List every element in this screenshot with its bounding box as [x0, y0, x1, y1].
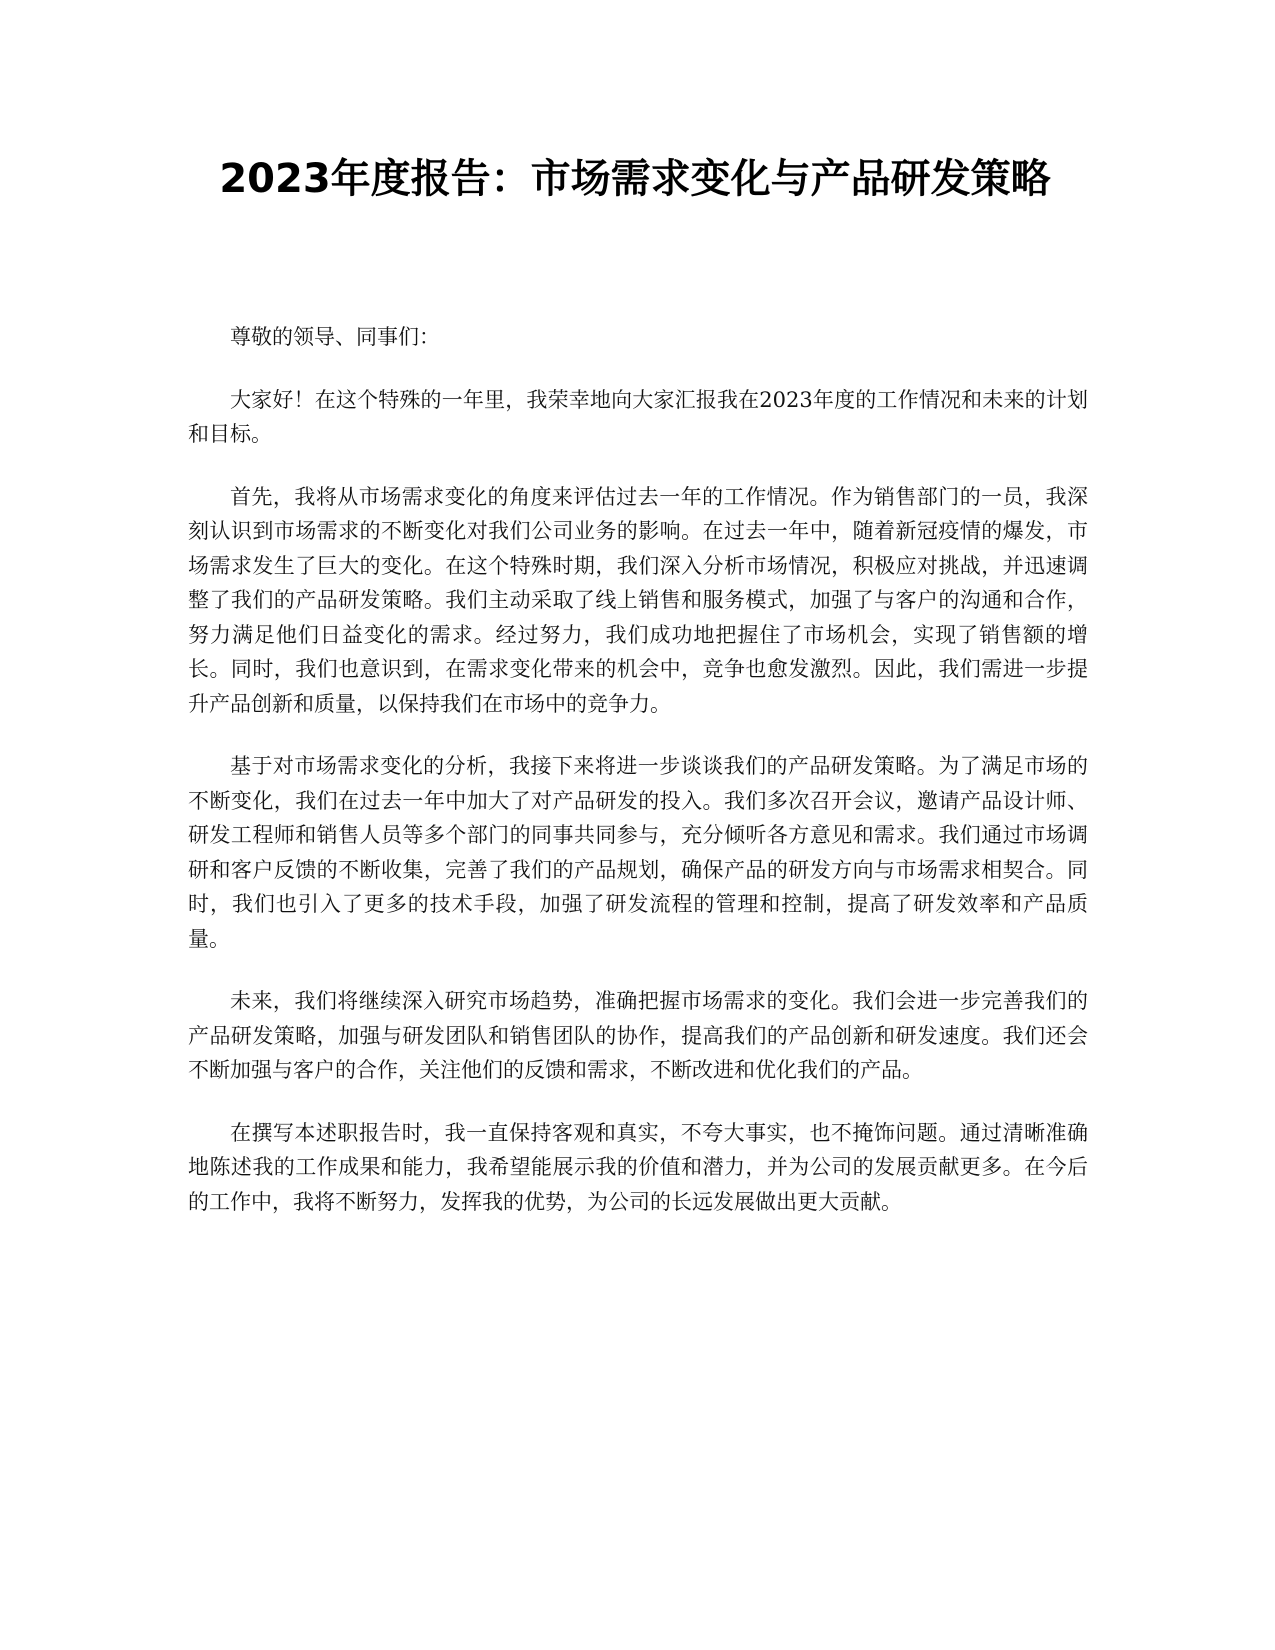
- document-body: [188, 320, 1088, 1247]
- paragraph-market-demand: 首先，我将从市场需求变化的角度来评估过去一年的工作情况。作为销售部门的一员，我深刻认识到市场需求的不断变化对我们公司业务的影响。在过去一年中，随着新冠疫情的爆发，市场需求发生了巨大的变化。在这个特殊时期，我们深入分析市场情况，积极应对挑战，并迅速调整了我们的产品研发策略。我们主动采取了线上销售和服务模式，加强了与客户的沟通和合作，努力满足他们日益变化的需求。经过努力，我们成功地把握住了市场机会，实现了销售额的增长。同时，我们也意识到，在需求变化带来的机会中，竞争也愈发激烈。因此，我们需进一步提升产品创新和质量，以保持我们在市场中的竞争力。: [188, 484, 1088, 716]
- page-title: 2023年度报告：市场需求变化与产品研发策略: [219, 156, 1051, 202]
- paragraph-closing: 在撰写本述职报告时，我一直保持客观和真实，不夸大事实，也不掩饰问题。通过清晰准确地陈述我的工作成果和能力，我希望能展示我的价值和潜力，并为公司的发展贡献更多。在今后的工作中，我将不断努力，发挥我的优势，为公司的长远发展做出更大贡献。: [188, 1120, 1088, 1214]
- paragraph-greeting: 大家好！在这个特殊的一年里，我荣幸地向大家汇报我在2023年度的工作情况和未来的计划和目标。: [188, 387, 1088, 446]
- paragraph-salutation: 尊敬的领导、同事们：: [230, 325, 440, 349]
- paragraph-rd-strategy: 基于对市场需求变化的分析，我接下来将进一步谈谈我们的产品研发策略。为了满足市场的不断变化，我们在过去一年中加大了对产品研发的投入。我们多次召开会议，邀请产品设计师、研发工程师和销售人员等多个部门的同事共同参与，充分倾听各方意见和需求。我们通过市场调研和客户反馈的不断收集，完善了我们的产品规划，确保产品的研发方向与市场需求相契合。同时，我们也引入了更多的技术手段，加强了研发流程的管理和控制，提高了研发效率和产品质量。: [188, 754, 1088, 951]
- paragraph-future-plans: 未来，我们将继续深入研究市场趋势，准确把握市场需求的变化。我们会进一步完善我们的产品研发策略，加强与研发团队和销售团队的协作，提高我们的产品创新和研发速度。我们还会不断加强与客户的合作，关注他们的反馈和需求，不断改进和优化我们的产品。: [188, 989, 1088, 1082]
